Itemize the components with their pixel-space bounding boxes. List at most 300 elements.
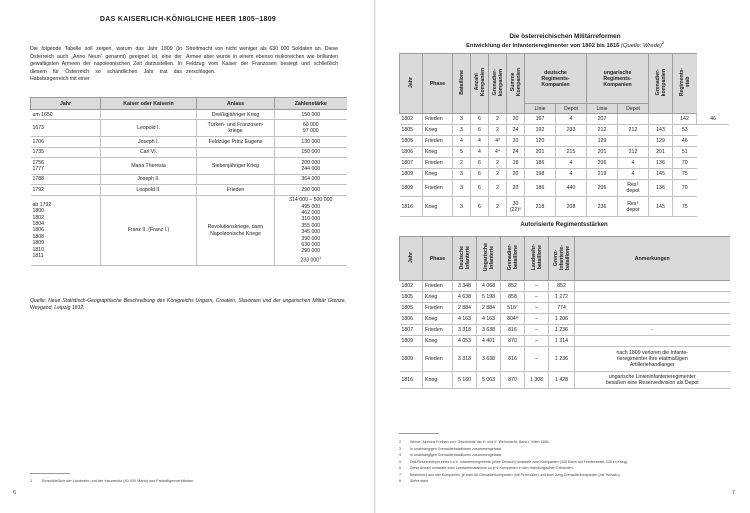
table-cell: 852 xyxy=(549,281,575,292)
column-header-label: Bataillone xyxy=(458,70,465,95)
table-cell: Krieg xyxy=(423,147,453,158)
right-page xyxy=(376,0,750,513)
table-cell: 1 314 xyxy=(549,336,575,347)
table-row xyxy=(400,147,730,158)
source-citation: Quelle: Neue Statistisch-Geographische Beschreibung des Königreichs Ungarn, Croatien, Slavonien und der ungarischen Militär Grenze, Weygand, Leipzig 1832. xyxy=(30,298,346,311)
regiment-strength-table xyxy=(399,236,730,389)
subtitle-source: (Quelle: Wrede) xyxy=(621,42,662,49)
table-cell: 2 884 xyxy=(453,303,477,314)
table-cell: 201 xyxy=(587,147,618,158)
footnote-text: In unabhängigen Grenadierbataillonen zusammengefasst. xyxy=(410,453,503,457)
cell-kaiser: Joseph II. xyxy=(101,174,197,184)
table-cell: 212 xyxy=(587,125,618,136)
table-cell: 1807 xyxy=(400,325,423,336)
table-cell: 70 xyxy=(673,158,697,169)
section-title: Autorisierte Regimentsstärken xyxy=(520,222,608,228)
table-row xyxy=(400,347,730,372)
table-cell: 1802 xyxy=(400,114,423,125)
table-row xyxy=(400,281,730,292)
column-header-label: Anzahl Kompanien xyxy=(473,68,486,97)
table-cell xyxy=(575,292,730,303)
table-cell: 20 xyxy=(507,136,525,147)
cell-kaiser: Joseph I. xyxy=(101,137,197,147)
table-cell: 6 xyxy=(471,125,489,136)
page-number: 7 xyxy=(732,490,736,496)
table-cell: 3 xyxy=(453,197,471,217)
table-row xyxy=(400,125,730,136)
table-cell: 2 xyxy=(489,180,507,197)
page-title: DAS KAISERLICH-KÖNIGLICHE HEER 1805–1809 xyxy=(99,16,277,23)
table-cell: 46 xyxy=(673,136,697,147)
table-cell: 2 xyxy=(489,158,507,169)
table-cell: 816 xyxy=(501,347,525,372)
table-cell: 2 xyxy=(489,114,507,125)
column-header-anmerkungen: Anmerkungen xyxy=(575,237,730,281)
table-cell: 201 xyxy=(649,147,673,158)
column-header-label: Grenadier- kompanien xyxy=(654,68,667,97)
table-cell: 215 xyxy=(556,147,587,158)
table-cell: Krieg xyxy=(423,197,453,217)
table-cell: 3 348 xyxy=(453,281,477,292)
column-header-label: Landwehr- bataillone xyxy=(530,244,543,271)
cell-jahr: ab 1792 1800 1802 1804 1806 1808 1809 1810 1811 xyxy=(31,195,101,266)
table-cell: 4⁴ xyxy=(489,147,507,158)
table-cell: 1 236 xyxy=(549,347,575,372)
table-cell: 192 xyxy=(525,125,556,136)
table-cell: 870 xyxy=(501,336,525,347)
table-cell: Krieg xyxy=(423,125,453,136)
table-cell: 1 206 xyxy=(549,314,575,325)
column-header-grenadierbataillone xyxy=(501,237,525,281)
cell-anlass: Revolutionskriege, dann Napoleonische Kriege xyxy=(197,195,275,266)
footnote-number: 2 xyxy=(399,440,401,444)
footnote-number: 5 xyxy=(399,459,401,464)
table-cell: 2 xyxy=(489,169,507,180)
table-cell: 208 xyxy=(556,197,587,217)
infantry-regiment-table xyxy=(399,53,729,217)
footnote-number: 3 xyxy=(399,446,401,451)
table-cell: 145 xyxy=(649,197,673,217)
table-cell: 1806 xyxy=(400,147,423,158)
table-cell xyxy=(575,336,730,347)
column-header-label: Summe Kompanien xyxy=(509,68,522,97)
table-cell: 24 xyxy=(507,147,525,158)
cell-zahl: 290 000 xyxy=(275,185,347,195)
table-cell: 1805 xyxy=(400,136,423,147)
table-cell: 3 638 xyxy=(477,347,501,372)
table-cell xyxy=(575,303,730,314)
footnote-number: 7 xyxy=(399,472,401,477)
table-cell: Krieg xyxy=(423,314,453,325)
table-cell: 167 xyxy=(525,114,556,125)
table-cell: - xyxy=(575,325,730,336)
table-cell: Frieden xyxy=(423,136,453,147)
column-header-phase: Phase xyxy=(423,54,453,114)
table-cell: 6 xyxy=(471,169,489,180)
table-cell: 858 xyxy=(501,292,525,303)
subheader-linie: Linie xyxy=(587,104,618,114)
table-cell: 4 163 xyxy=(477,314,501,325)
table-cell: 1809 xyxy=(400,169,423,180)
table-cell: 516⁷ xyxy=(501,303,525,314)
table-cell: 4 xyxy=(556,158,587,169)
table-row xyxy=(400,325,730,336)
table-cell: 20 xyxy=(507,114,525,125)
table-cell: 852 xyxy=(501,281,525,292)
table-cell: 440 xyxy=(556,180,587,197)
table-cell: 4 xyxy=(556,114,587,125)
column-header-bataillone xyxy=(453,54,471,114)
table-row xyxy=(31,137,347,147)
page-subtitle xyxy=(394,41,736,49)
table-cell: 70 xyxy=(673,180,697,197)
table-cell: 198 xyxy=(525,169,556,180)
table-cell: 1807 xyxy=(400,158,423,169)
table-cell: Krieg xyxy=(423,292,453,303)
table-cell: 233 xyxy=(556,125,587,136)
cell-anlass: Frieden xyxy=(197,185,275,195)
table-cell: 870 xyxy=(501,372,525,389)
table-cell: 1805 xyxy=(400,303,423,314)
table-cell: 1805 xyxy=(400,292,423,303)
table-cell: 5 198 xyxy=(477,292,501,303)
footnotes xyxy=(399,439,739,485)
column-header-jahr xyxy=(400,237,423,281)
table-cell: 5 160 xyxy=(453,372,477,389)
table-cell: Krieg xyxy=(423,372,453,389)
table-cell: 4 401 xyxy=(477,336,501,347)
table-cell: 2 884 xyxy=(477,303,501,314)
column-header-deutsche-infanterie xyxy=(453,237,477,281)
table-cell: 3 xyxy=(453,169,471,180)
cell-kaiser: Leopold I. xyxy=(101,120,197,137)
cell-anlass: Dreißigjähriger Krieg xyxy=(197,110,275,120)
table-cell: 1 428 xyxy=(549,372,575,389)
table-cell: 1816 xyxy=(400,197,423,217)
table-cell: 6 xyxy=(471,197,489,217)
table-row xyxy=(400,136,730,147)
footnote-rule xyxy=(399,433,439,434)
column-header-jahr: Jahr xyxy=(31,98,101,110)
table-cell: 4 163 xyxy=(453,314,477,325)
column-header-zahlenstaerke: Zahlenstärke xyxy=(275,98,347,110)
table-cell xyxy=(618,114,649,125)
table-cell: – xyxy=(525,292,549,303)
cell-kaiser: Leopold II. xyxy=(101,185,197,195)
table-cell: – xyxy=(525,347,549,372)
infantry-table-body xyxy=(400,114,730,217)
cell-zahl: 60 000 97 000 xyxy=(275,120,347,137)
column-header-regimentsstab xyxy=(673,54,697,114)
table-cell: 20 xyxy=(507,180,525,197)
cell-zahl: 200 000 244 000 xyxy=(275,158,347,175)
table-cell: 218 xyxy=(525,197,556,217)
subtitle-text: Entwicklung der Infanterieregimenter von 1802 bis 1816 xyxy=(466,42,620,49)
table-cell: Res⁵ depot xyxy=(618,180,649,197)
table-cell: 4 xyxy=(453,136,471,147)
table-cell: 5 063 xyxy=(477,372,501,389)
table-row xyxy=(31,195,347,266)
table-cell xyxy=(556,136,587,147)
footnote-number: 6 xyxy=(399,466,401,470)
footnote-text: Einschließlich der Landwehr und der Insurrectio (40 000 Mann) und Freiwilligenverbänden. xyxy=(42,479,195,483)
table-header-row xyxy=(400,54,730,104)
table-cell: 236 xyxy=(587,197,618,217)
table-cell: 3 638 xyxy=(477,325,501,336)
table-cell: 1 272 xyxy=(549,292,575,303)
table-cell: 4 xyxy=(471,147,489,158)
table-cell: 145 xyxy=(649,169,673,180)
subheader-depot: Depot xyxy=(556,104,587,114)
table-cell xyxy=(575,281,730,292)
cell-zahl xyxy=(275,195,347,266)
table-cell: Frieden xyxy=(423,180,453,197)
footnote-number: 4 xyxy=(399,453,401,457)
table-cell: 2 xyxy=(489,125,507,136)
cell-anlass: Siebenjähriger Krieg xyxy=(197,158,275,175)
table-cell: 4³ xyxy=(489,136,507,147)
intro-column-2: Streitmacht von nicht weniger als 630 000 Soldaten an. Diese Armee aber wurde in einem ebenso risikoreichen wie brillanten Feldzug vom Kaiser der Franzosen besiegt und schließlich zerschlagen. xyxy=(186,46,338,75)
table-cell: 5 xyxy=(453,147,471,158)
footnote-text: Siehe oben. xyxy=(410,479,430,483)
table-cell: 219 xyxy=(587,169,618,180)
table-row xyxy=(31,120,347,137)
table-cell: 136 xyxy=(649,158,673,169)
table-cell: 142 xyxy=(673,114,697,125)
table-cell: 129 xyxy=(649,136,673,147)
table-cell xyxy=(618,136,649,147)
footnote-marker: 2 xyxy=(661,41,664,45)
table-cell: 201 xyxy=(525,147,556,158)
column-header-label: Grenadier- bataillone xyxy=(506,244,519,271)
table-cell: 186 xyxy=(525,180,556,197)
table-cell: 4 xyxy=(618,158,649,169)
footnote-number: 8 xyxy=(399,479,401,483)
cell-jahr: um 1650 xyxy=(31,110,101,120)
table-cell: 1809 xyxy=(400,336,423,347)
table-cell: 6 xyxy=(471,114,489,125)
table-cell: – xyxy=(525,281,549,292)
table-header-row xyxy=(400,237,730,281)
table-cell: 212 xyxy=(618,147,649,158)
table-cell: Frieden xyxy=(423,347,453,372)
table-cell: 1 236 xyxy=(549,325,575,336)
footnote-text: Das Reservedepot eines k.u.k. Infanterieregiments (ohne Division) umfasste zwei Kompanien (440 Mann auf Friedensetat, 226 im Krieg). xyxy=(410,459,629,464)
table-cell: Frieden xyxy=(423,114,453,125)
cell-anlass xyxy=(197,174,275,184)
table-cell: 206 xyxy=(587,158,618,169)
table-row xyxy=(400,372,730,389)
table-row xyxy=(31,158,347,175)
column-header-label: Deutsche Infanterie xyxy=(458,245,471,270)
cell-anlass: Feldzüge Prinz Eugens xyxy=(197,137,275,147)
table-cell: 51 xyxy=(673,147,697,158)
cell-anlass: Türken- und Franzosen- kriege xyxy=(197,120,275,137)
column-header-jahr xyxy=(400,54,423,114)
table-cell: 75 xyxy=(673,197,697,217)
table-cell: 2 xyxy=(489,197,507,217)
column-header-label: Ungarische Infanterie xyxy=(482,243,495,272)
cell-jahr: 1756 1777 xyxy=(31,158,101,175)
table-cell xyxy=(575,314,730,325)
column-header-label: Grenadier- kompanien xyxy=(491,68,504,97)
table-cell: 1806 xyxy=(400,314,423,325)
table-cell: – xyxy=(525,336,549,347)
table-cell: 1809 xyxy=(400,180,423,197)
table-cell: Frieden xyxy=(423,303,453,314)
table-cell: – xyxy=(525,314,549,325)
column-header-grenadierkompanien xyxy=(489,54,507,114)
table-cell: 207 xyxy=(587,114,618,125)
regiment-table-body xyxy=(400,281,730,389)
table-cell: Frieden xyxy=(423,281,453,292)
table-cell: 186 xyxy=(525,158,556,169)
table-cell: 206 xyxy=(587,180,618,197)
table-cell: 46 xyxy=(697,114,730,125)
table-cell: 6 xyxy=(471,158,489,169)
subheader-linie: Linie xyxy=(525,104,556,114)
footnote-text: Wrede, Alphons Freiherr von: Geschichte der K. und K. Wehrmacht, Band I, Wien 1898. xyxy=(410,440,550,444)
table-cell: 804⁸ xyxy=(501,314,525,325)
page-number: 6 xyxy=(13,490,17,496)
table-cell: 30 (22)⁶ xyxy=(507,197,525,217)
table-cell: Frieden xyxy=(423,325,453,336)
table-header-row xyxy=(31,98,347,110)
table-cell: 212 xyxy=(618,125,649,136)
table-cell: – xyxy=(525,303,549,314)
table-row xyxy=(400,158,730,169)
column-header-label: Jahr xyxy=(408,252,414,263)
table-cell: 120 xyxy=(525,136,556,147)
table-cell: 129 xyxy=(587,136,618,147)
cell-kaiser: Maria Theresia xyxy=(101,158,197,175)
table-cell: 3 xyxy=(453,114,471,125)
table-cell: 816 xyxy=(501,325,525,336)
column-header-landwehrbataillone xyxy=(525,237,549,281)
table-row xyxy=(400,180,730,197)
cell-jahr: 1673 xyxy=(31,120,101,137)
table-cell: 4 xyxy=(618,169,649,180)
table-cell: 1 308 xyxy=(525,372,549,389)
table-cell: 1816 xyxy=(400,372,423,389)
column-header-grenz-infanterie xyxy=(549,237,575,281)
column-header-phase: Phase xyxy=(423,237,453,281)
table-row xyxy=(31,110,347,120)
table-row xyxy=(31,174,347,184)
cell-jahr: 1706 xyxy=(31,137,101,147)
table-cell: nach 1809 verloren die Infante- rieregimenter ihre etatmäßigen Artilleriehandlanger xyxy=(575,347,730,372)
cell-jahr: 1735 xyxy=(31,147,101,157)
table-row xyxy=(400,197,730,217)
subheader-depot: Depot xyxy=(618,104,649,114)
table-cell: 3 318 xyxy=(453,347,477,372)
cell-jahr: 1792 xyxy=(31,185,101,195)
table-cell: Res⁵ depot xyxy=(618,197,649,217)
table-cell: 75 xyxy=(673,169,697,180)
column-header-deutsche-kompanien: deutsche Regiments- Kompanien xyxy=(525,54,587,104)
table-row xyxy=(31,147,347,157)
table-row xyxy=(31,185,347,195)
column-header-label: Grenz- Infanterie- bataillone xyxy=(552,244,571,271)
footnote xyxy=(399,478,739,485)
cell-kaiser xyxy=(101,110,197,120)
column-header-kaiser: Kaiser oder Kaiserin xyxy=(101,98,197,110)
table-cell: 1809 xyxy=(400,347,423,372)
table-cell: ungarische Linieninfanterieregimenter besaßen eine Reservedivision als Depot xyxy=(575,372,730,389)
table-cell: 24 xyxy=(507,125,525,136)
cell-kaiser: Franz II. (Franz I.) xyxy=(101,195,197,266)
footnote-text: Bestehend aus vier Kompanien, je zwei Alt-Grenadierkompanien (mit Pelzmütze) und zwei Jung-Grenadierkompanien (mit Tschako). xyxy=(410,472,621,477)
table-cell: 20 xyxy=(507,169,525,180)
footnote-number: 1 xyxy=(30,479,33,483)
table-cell: 6 xyxy=(471,180,489,197)
table-cell: 4 638 xyxy=(453,292,477,303)
table-row xyxy=(400,169,730,180)
table-row xyxy=(400,336,730,347)
table-row xyxy=(400,114,730,125)
table-cell: 136 xyxy=(649,180,673,197)
table-cell: 18 xyxy=(507,158,525,169)
cell-anlass xyxy=(197,147,275,157)
table-cell: 1802 xyxy=(400,281,423,292)
column-header-anlass: Anlass xyxy=(197,98,275,110)
table-cell: 4 xyxy=(556,169,587,180)
table-row xyxy=(400,292,730,303)
cell-zahl-values: 314 000 – 500 000 495 000 462 000 310 000 355 000 345 000 390 000 630 000 290 000 233 000 xyxy=(289,197,333,264)
cell-zahl: 364 000 xyxy=(275,174,347,184)
cell-zahl: 130 000 xyxy=(275,137,347,147)
cell-zahl: 150 000 xyxy=(275,147,347,157)
table-cell: 143 xyxy=(649,125,673,136)
column-header-anzahl-kompanien xyxy=(471,54,489,114)
left-page xyxy=(0,0,374,513)
cell-kaiser: Carl VI. xyxy=(101,147,197,157)
page-title: Die österreichischen Militärreformen xyxy=(509,33,621,40)
table-row xyxy=(400,314,730,325)
footnote-rule xyxy=(30,473,70,474)
table-cell: 3 xyxy=(453,125,471,136)
table-cell: 4 068 xyxy=(477,281,501,292)
column-header-summe-kompanien xyxy=(507,54,525,114)
cell-jahr: 1788 xyxy=(31,174,101,184)
table-cell: Frieden xyxy=(423,158,453,169)
table-cell: 2 xyxy=(453,158,471,169)
column-header-grenadier xyxy=(649,54,673,114)
footnote-text: Diese Anzahl umfasste zwei Landwehrbataillone zu je 6 Kompanien in den Habsburgischen Erblanden. xyxy=(410,466,574,470)
footnote-marker: 1 xyxy=(319,255,322,260)
table-cell: 1805 xyxy=(400,125,423,136)
table-cell: 4 xyxy=(471,136,489,147)
column-header-label: Regiments- stab xyxy=(678,68,691,97)
table-cell: 3 xyxy=(453,180,471,197)
footnote xyxy=(30,479,194,483)
table-row xyxy=(400,303,730,314)
column-header-ungarische-kompanien: ungarische Regiments- Kompanien xyxy=(587,54,649,104)
table-cell: – xyxy=(525,325,549,336)
intro-column-1: Die folgende Tabelle soll zeigen, warum das Jahr 1809 (in Österreich auch „Anno Neun“ genannt) geeignet ist, eine der gewaltigsten Armeen der napoleonischen Zeit darzustellen. In diesem für Österreich so schändlichen Jahr trat das Habsburgerreich mit einer xyxy=(30,46,182,83)
footnote-text: In unabhängigen Grenadierbataillonen zusammengefasst. xyxy=(410,446,503,451)
table-cell: Krieg xyxy=(423,336,453,347)
table-cell: 3 318 xyxy=(453,325,477,336)
column-header-ungarische-infanterie xyxy=(477,237,501,281)
cell-zahl: 150 000 xyxy=(275,110,347,120)
table-cell: 53 xyxy=(673,125,697,136)
table-cell xyxy=(649,114,673,125)
army-strength-table xyxy=(30,97,347,266)
table-cell: 774 xyxy=(549,303,575,314)
table-cell: Krieg xyxy=(423,169,453,180)
column-header-label: Jahr xyxy=(408,77,414,88)
